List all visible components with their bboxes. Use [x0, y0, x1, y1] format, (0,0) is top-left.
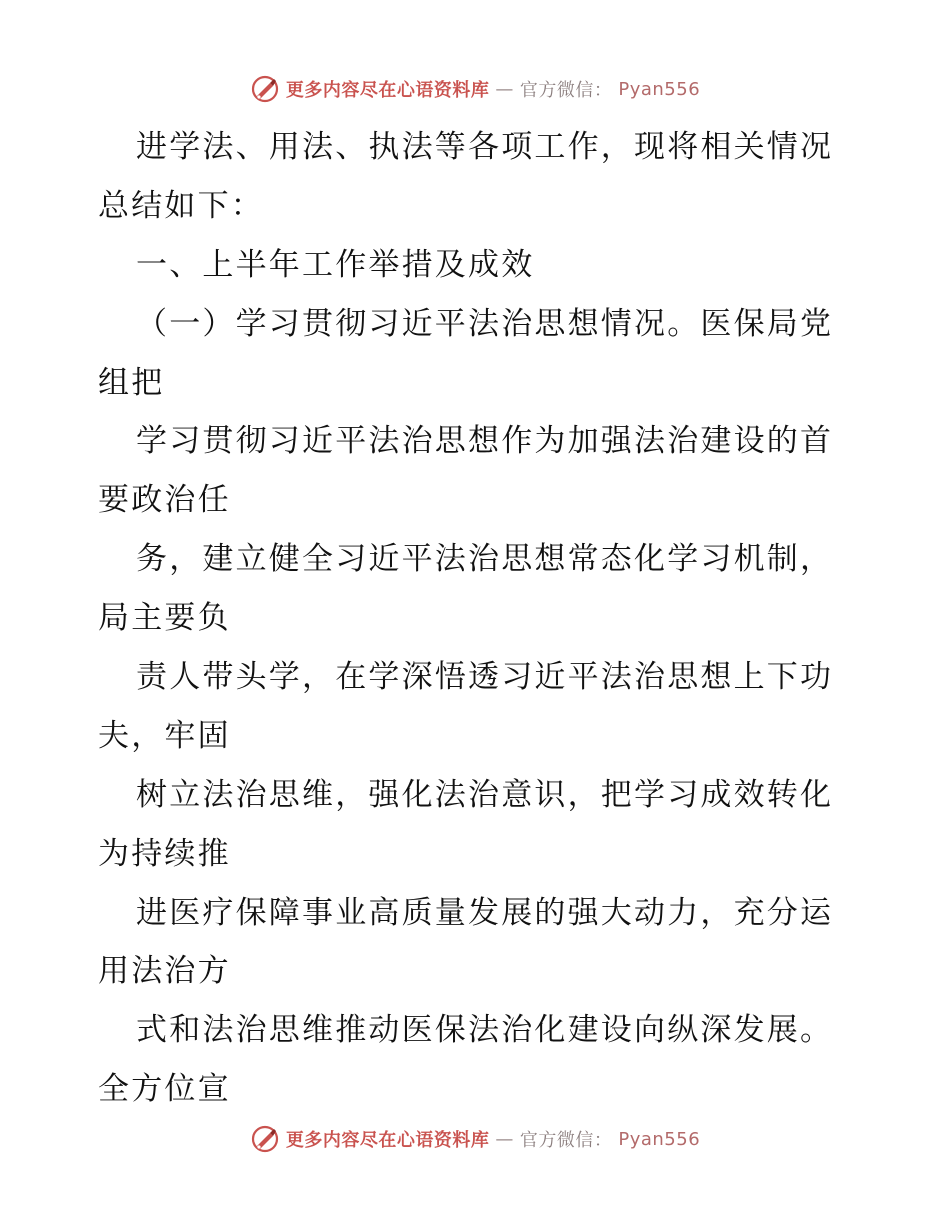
- body-line: 用法治方: [98, 953, 231, 990]
- body-line: 夫，牢固: [98, 717, 231, 754]
- watermark-separator: —: [495, 1128, 514, 1150]
- document-body: [98, 118, 858, 1119]
- footer-watermark: [0, 1124, 950, 1154]
- watermark-handle: Pyan556: [618, 78, 701, 100]
- body-line: 为持续推: [98, 835, 231, 872]
- watermark-brand: 更多内容尽在心语资料库: [285, 80, 490, 101]
- watermark-handle: Pyan556: [618, 1128, 701, 1150]
- body-line: 要政治任: [98, 482, 231, 519]
- watermark-label: 官方微信：: [519, 80, 613, 101]
- pen-logo-icon: [250, 74, 280, 104]
- body-line: 一、上半年工作举措及成效: [136, 246, 535, 283]
- body-line: （一）学习贯彻习近平法治思想情况。医保局党: [136, 305, 834, 342]
- pen-logo-icon: [250, 1124, 280, 1154]
- body-line: 组把: [98, 364, 165, 401]
- body-line: 式和法治思维推动医保法治化建设向纵深发展。: [136, 1012, 834, 1049]
- body-line: 进医疗保障事业高质量发展的强大动力，充分运: [136, 894, 834, 931]
- watermark-brand: 更多内容尽在心语资料库: [285, 1130, 490, 1151]
- body-line: 学习贯彻习近平法治思想作为加强法治建设的首: [136, 423, 834, 460]
- body-line: 责人带头学，在学深悟透习近平法治思想上下功: [136, 659, 834, 696]
- body-line: 全方位宣: [98, 1071, 231, 1108]
- body-line: 总结如下：: [98, 187, 264, 224]
- body-line: 务，建立健全习近平法治思想常态化学习机制，: [136, 541, 834, 578]
- watermark-separator: —: [495, 78, 514, 100]
- body-line: 树立法治思维，强化法治意识，把学习成效转化: [136, 776, 834, 813]
- body-line: 进学法、用法、执法等各项工作，现将相关情况: [136, 129, 834, 165]
- body-line: 局主要负: [98, 600, 231, 637]
- header-watermark: [0, 74, 950, 104]
- watermark-label: 官方微信：: [519, 1130, 613, 1151]
